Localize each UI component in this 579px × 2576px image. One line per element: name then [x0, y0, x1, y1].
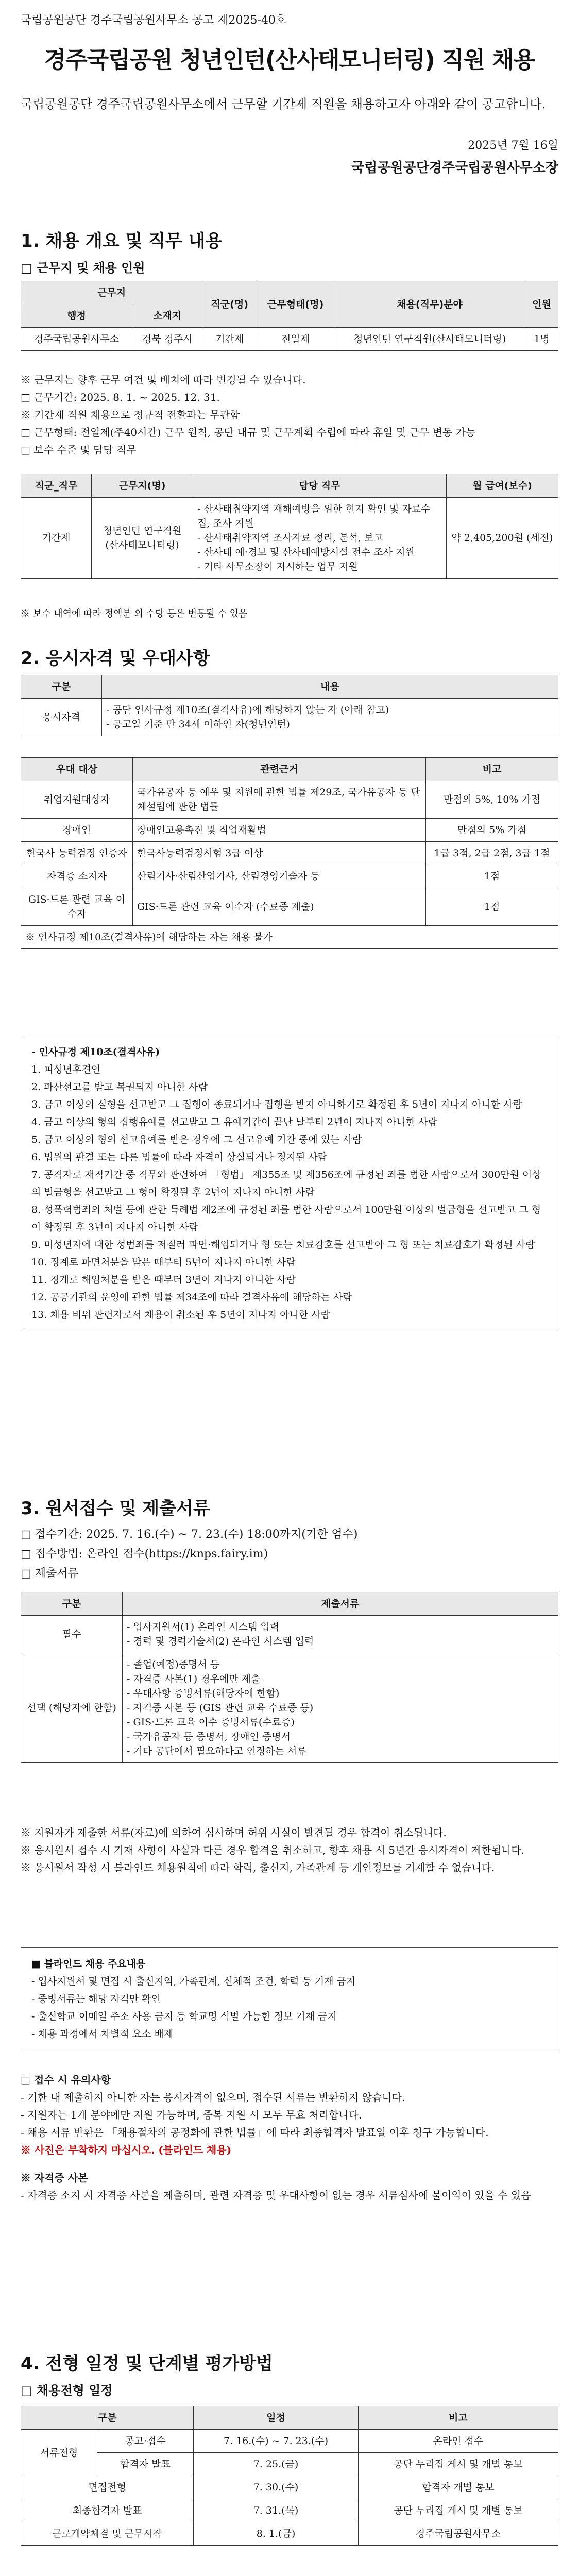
photo-warning: ※ 사진은 부착하지 마십시오. (블라인드 채용): [21, 2144, 232, 2156]
cell-pref: 만점의 5% 가점: [426, 819, 558, 842]
th-req-type: 구분: [21, 675, 102, 699]
th-workplace: 근무지: [21, 281, 202, 304]
note-line: ※ 응시원서 작성 시 블라인드 채용원칙에 따라 학력, 출신지, 가족관계 등 개인정보를 기재할 수 없습니다.: [21, 1861, 495, 1874]
cell-pref: GIS·드론 관련 교육 이수자: [21, 888, 133, 926]
cell-sched: 7. 16.(수) ~ 7. 23.(수): [194, 2430, 359, 2453]
th-pref-target: 우대 대상: [21, 758, 133, 781]
note-line: ※ 근무지는 향후 근무 여건 및 배치에 따라 변경될 수 있습니다.: [21, 374, 306, 386]
application-cautions: [21, 2071, 558, 2204]
application-period: □ 접수기간: 2025. 7. 16.(수) ~ 7. 23.(수) 18:00까지(기한 엄수): [21, 1528, 358, 1541]
cell-pref: GIS·드론 관련 교육 이수자 (수료증 제출): [133, 888, 426, 926]
cell-doc-type: 선택 (해당자에 한함): [21, 1653, 123, 1763]
cell-office: 경주국립공원사무소: [21, 328, 132, 351]
cell-sched: 7. 25.(금): [194, 2453, 359, 2476]
disq-item: 9. 미성년자에 대한 성범죄를 저질러 파면·해임되거나 형 또는 치료감호를 선고받아 그 형 또는 치료감호가 확정된 사람: [31, 1239, 535, 1250]
cell-req-text: - 공단 인사규정 제10조(결격사유)에 해당하지 않는 자 (아래 참고) - 공고일 기준 만 34세 이하인 자(청년인턴): [102, 699, 558, 736]
cell-sched: 공단 누리집 게시 및 개별 통보: [358, 2499, 558, 2522]
page-title: 경주국립공원 청년인턴(산사태모니터링) 직원 채용: [44, 47, 535, 73]
cell-sched: 면접전형: [21, 2476, 194, 2499]
duty-item: - 산사태취약지역 재해예방을 위한 현지 확인 및 자료수집, 조사 지원: [197, 503, 431, 529]
cell-pref: 1점: [426, 888, 558, 926]
pay-note: ※ 보수 내역에 따라 정액분 외 수당 등은 변동될 수 있음: [21, 608, 248, 619]
disq-item: 2. 파산선고를 받고 복권되지 아니한 사람: [31, 1081, 208, 1093]
requirement-table: [21, 675, 558, 736]
section-1-sub: □ 근무지 및 채용 인원: [21, 261, 145, 275]
cell-sched: 경주국립공원사무소: [358, 2522, 558, 2546]
section-3-notes: [21, 1824, 558, 1876]
th-work-type: 근무형태(명): [257, 281, 334, 328]
section-4-heading: 4. 전형 일정 및 단계별 평가방법: [21, 2353, 273, 2374]
section-1-notes: [21, 371, 558, 459]
disq-item: 3. 금고 이상의 실형을 선고받고 그 집행이 종료되거나 집행을 받지 아니하기로 확정된 후 5년이 지나지 아니한 사람: [31, 1099, 522, 1110]
note-line: □ 근무기간: 2025. 8. 1. ~ 2025. 12. 31.: [21, 391, 220, 403]
cell-doc-type: 필수: [21, 1616, 123, 1653]
cell-pref: 자격증 소지자: [21, 865, 133, 888]
cell-pref: 1점: [426, 865, 558, 888]
disq-item: 8. 성폭력범죄의 처벌 등에 관한 특례법 제2조에 규정된 죄를 범한 사람으로서 100만원 이상의 벌금형을 선고받고 그 형이 확정된 후 3년이 지나지 아니한 사람: [31, 1204, 541, 1233]
application-info: [21, 1525, 558, 1584]
cell-place: 청년인턴 연구직원 (산사태모니터링): [92, 498, 193, 579]
th-field: 채용(직무)분야: [334, 281, 525, 328]
cell-job: 기간제: [21, 498, 92, 579]
section-3-heading: 3. 원서접수 및 제출서류: [21, 1498, 210, 1519]
th-admin: 행정: [21, 304, 132, 328]
disqualification-box: [21, 1036, 558, 1331]
disq-title: - 인사규정 제10조(결격사유): [31, 1046, 160, 1058]
notice-date: 2025년 7월 16일: [468, 139, 558, 152]
box-line: - 증빙서류는 해당 자격만 확인: [31, 1993, 161, 2005]
th-sched-note: 비고: [358, 2406, 558, 2430]
cell-pref: 한국사 능력검정 인증자: [21, 842, 133, 865]
blind-hiring-box: [21, 1947, 558, 2050]
box-line: ■ 블라인드 채용 주요내용: [31, 1958, 146, 1970]
th-pref-basis: 관련근거: [133, 758, 426, 781]
cell-pref: 한국사능력검정시험 3급 이상: [133, 842, 426, 865]
cell-count: 1명: [525, 328, 558, 351]
note-line: ※ 응시원서 접수 시 기재 사항이 사실과 다른 경우 합격을 취소하고, 향후 채용 시 5년간 응시자격이 제한됩니다.: [21, 1844, 524, 1856]
cell-req-label: 응시자격: [21, 699, 102, 736]
box-line: - 입사지원서 및 면접 시 출신지역, 가족관계, 신체적 조건, 학력 등 기재 금지: [31, 1976, 356, 1987]
cell-sched: 공단 누리집 게시 및 개별 통보: [358, 2453, 558, 2476]
disq-item: 6. 법원의 판결 또는 다른 법률에 따라 자격이 상실되거나 정지된 사람: [31, 1151, 328, 1163]
duty-item: - 산사태 예·경보 및 산사태예방시설 전수 조사 지원: [197, 547, 415, 558]
notice-issuer: 국립공원공단경주국립공원사무소장: [351, 160, 558, 176]
cell-sched: 최종합격자 발표: [21, 2499, 194, 2522]
application-method: □ 접수방법: 온라인 접수(https://knps.fairy.im): [21, 1548, 268, 1561]
disq-item: 13. 채용 비위 관련자로서 채용이 취소된 후 5년이 지나지 아니한 사람: [31, 1309, 330, 1320]
th-sched-type: 구분: [21, 2406, 194, 2430]
section-1-heading: 1. 채용 개요 및 직무 내용: [21, 231, 223, 251]
th-doc-type: 구분: [21, 1592, 123, 1616]
th-count: 인원: [525, 281, 558, 328]
cell-duties: [193, 498, 447, 579]
docs-label: □ 제출서류: [21, 1567, 79, 1580]
th-place: 근무지(명): [92, 474, 193, 498]
disq-item: 4. 금고 이상의 형의 집행유예를 선고받고 그 유예기간이 끝난 날부터 2년이 지나지 아니한 사람: [31, 1116, 437, 1128]
cell-pay: 약 2,405,200원 (세전): [447, 498, 558, 579]
box-line: - 출신학교 이메일 주소 사용 금지 등 학교명 식별 가능한 정보 기재 금지: [31, 2011, 337, 2022]
cell-work-type: 전일제: [257, 328, 334, 351]
cell-pref: 만점의 5%, 10% 가점: [426, 781, 558, 819]
caution-line: - 지원자는 1개 분야에만 지원 가능하며, 중복 지원 시 모두 무효 처리합니다.: [21, 2109, 362, 2121]
disq-item: 7. 공직자로 재직기간 중 직무와 관련하여 「형법」 제355조 및 제356조에 규정된 죄를 범한 사람으로서 300만원 이상의 벌금형을 선고받고 그 형이 확정된 후 2년이 지나지 아니한 사람: [31, 1169, 541, 1198]
cell-sched: 서류전형: [21, 2430, 97, 2476]
cell-sched: 7. 30.(수): [194, 2476, 359, 2499]
pref-footnote: ※ 인사규정 제10조(결격사유)에 해당하는 자는 채용 불가: [21, 926, 558, 949]
duty-table: [21, 474, 558, 579]
cert-title: ※ 자격증 사본: [21, 2172, 88, 2184]
th-duties: 담당 직무: [193, 474, 447, 498]
caution-line: □ 접수 시 유의사항: [21, 2074, 111, 2086]
th-doc-list: 제출서류: [123, 1592, 558, 1616]
th-job: 직군_직무: [21, 474, 92, 498]
cell-sched: 합격자 개별 통보: [358, 2476, 558, 2499]
note-line: □ 근무형태: 전일제(주40시간) 근무 원칙, 공단 내규 및 근무계획 수립에 따라 휴일 및 근무 변동 가능: [21, 426, 476, 438]
cell-doc-list: - 입사지원서(1) 온라인 시스템 입력 - 경력 및 경력기술서(2) 온라인 시스템 입력: [123, 1616, 558, 1653]
cell-pref: 취업지원대상자: [21, 781, 133, 819]
cell-pref: 산림기사·산림산업기사, 산림경영기술자 등: [133, 865, 426, 888]
cell-sched: 8. 1.(금): [194, 2522, 359, 2546]
workplace-table: [21, 281, 558, 351]
cell-field: 청년인턴 연구직원(산사태모니터링): [334, 328, 525, 351]
notice-number: 국립공원공단 경주국립공원사무소 공고 제2025-40호: [21, 14, 287, 27]
disq-item: 11. 징계로 해임처분을 받은 때부터 3년이 지나지 아니한 사람: [31, 1274, 296, 1285]
intro-text: 국립공원공단 경주국립공원사무소에서 근무할 기간제 직원을 채용하고자 아래와 같이 공고합니다.: [21, 97, 546, 111]
disq-item: 10. 징계로 파면처분을 받은 때부터 5년이 지나지 아니한 사람: [31, 1257, 296, 1268]
box-line: - 채용 과정에서 차별적 요소 배제: [31, 2028, 174, 2040]
cell-sched: 온라인 접수: [358, 2430, 558, 2453]
note-line: □ 보수 수준 및 담당 직무: [21, 444, 137, 456]
th-location: 소재지: [132, 304, 202, 328]
th-pay: 월 급여(보수): [447, 474, 558, 498]
cell-pref: 국가유공자 등 예우 및 지원에 관한 법률 제29조, 국가유공자 등 단체설립에 관한 법률: [133, 781, 426, 819]
cert-text: - 자격증 소지 시 자격증 사본을 제출하며, 관련 자격증 및 우대사항이 없는 경우 서류심사에 불이익이 있을 수 있음: [21, 2189, 531, 2201]
cell-pref: 장애인고용촉진 및 직업재활법: [133, 819, 426, 842]
caution-line: - 채용 서류 반환은 「채용절차의 공정화에 관한 법률」에 따라 최종합격자 발표일 이후 청구 가능합니다.: [21, 2126, 489, 2139]
section-2-heading: 2. 응시자격 및 우대사항: [21, 648, 210, 669]
disq-item: 5. 금고 이상의 형의 선고유예를 받은 경우에 그 선고유예 기간 중에 있는 사람: [31, 1134, 362, 1145]
documents-table: [21, 1592, 558, 1763]
duty-item: - 산사태취약지역 조사자료 정리, 분석, 보고: [197, 532, 383, 544]
cell-location: 경북 경주시: [132, 328, 202, 351]
cell-sched: 합격자 발표: [97, 2453, 194, 2476]
cell-sched: 공고·접수: [97, 2430, 194, 2453]
cell-sched: 7. 31.(목): [194, 2499, 359, 2522]
note-line: ※ 지원자가 제출한 서류(자료)에 의하여 심사하며 허위 사실이 발견될 경우 합격이 취소됩니다.: [21, 1826, 447, 1839]
disq-item: 12. 공공기관의 운영에 관한 법률 제34조에 따라 결격사유에 해당하는 사람: [31, 1292, 352, 1303]
caution-line: - 기한 내 제출하지 아니한 자는 응시자격이 없으며, 접수된 서류는 반환하지 않습니다.: [21, 2091, 405, 2104]
cell-doc-list: - 졸업(예정)증명서 등 - 자격증 사본(1) 경우에만 제출 - 우대사항 증빙서류(해당자에 한함) - 자격증 사본 등 (GIS 관련 교육 수료증 등) - GIS·드론 교육 이수 증빙서류(수료증) - 국가유공자 등 증명서, 장애인 증명서 - 기타 공단에서 필요하다고 인정하는 서류: [123, 1653, 558, 1763]
cell-pref: 장애인: [21, 819, 133, 842]
th-pref-note: 비고: [426, 758, 558, 781]
preference-table: [21, 757, 558, 949]
schedule-table: [21, 2406, 558, 2546]
cell-sched: 근로계약체결 및 근무시작: [21, 2522, 194, 2546]
schedule-sub: □ 채용전형 일정: [21, 2383, 113, 2398]
disq-item: 1. 피성년후견인: [31, 1064, 101, 1075]
th-req-content: 내용: [102, 675, 558, 699]
cell-pref: 1급 3점, 2급 2점, 3급 1점: [426, 842, 558, 865]
note-line: ※ 기간제 직원 채용으로 정규직 전환과는 무관함: [21, 409, 240, 421]
th-sched-date: 일정: [194, 2406, 359, 2430]
cell-job-group: 기간제: [202, 328, 257, 351]
duty-item: - 기타 사무소장이 지시하는 업무 지원: [197, 561, 358, 572]
th-job-group: 직군(명): [202, 281, 257, 328]
